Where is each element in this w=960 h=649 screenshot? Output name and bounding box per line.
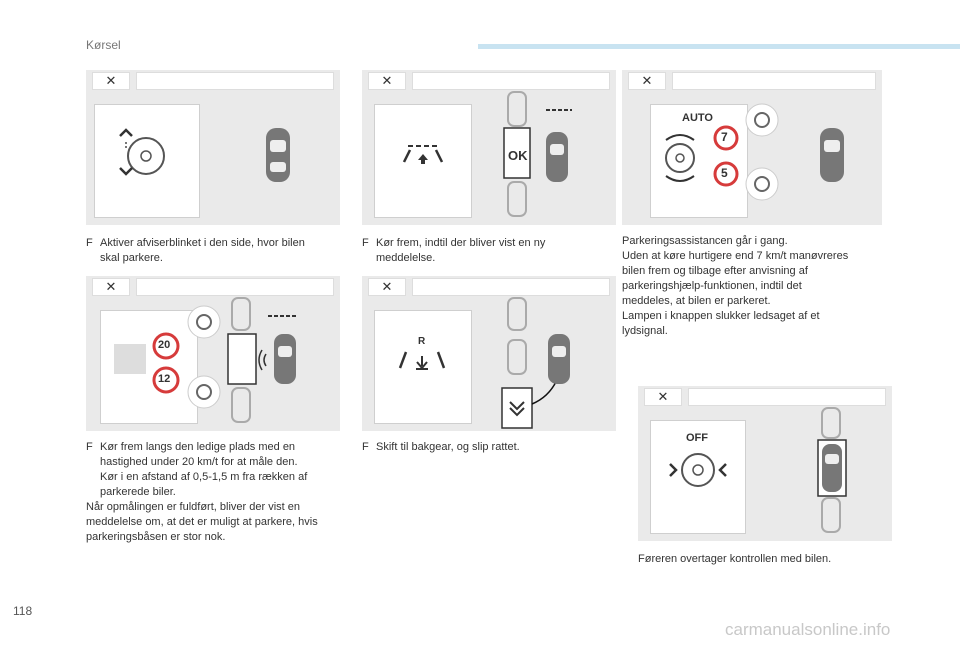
illustration-drive-forward [362, 70, 616, 225]
bullet-icon: F [86, 237, 93, 249]
caption-text: skal parkere. [100, 252, 163, 264]
auto-label: AUTO [682, 112, 713, 124]
illustration-assist-off [638, 386, 892, 541]
page-number: 118 [13, 604, 33, 618]
caption-text: Parkeringsassistancen går i gang. [622, 235, 788, 247]
ok-label: OK [508, 148, 528, 163]
bullet-icon: F [86, 441, 93, 453]
caption-text: lydsignal. [622, 325, 668, 337]
parked-cars-icon [362, 276, 616, 431]
car-icon [622, 70, 882, 225]
caption-text: hastighed under 20 km/t for at måle den. [100, 456, 298, 468]
close-icon: ✕ [368, 278, 406, 296]
car-icon [86, 70, 340, 225]
close-icon: ✕ [368, 72, 406, 90]
header-bar [478, 44, 960, 49]
caption-text: parkerede biler. [100, 486, 176, 498]
reverse-gear-label: R [418, 336, 426, 347]
parked-cars-icon [638, 386, 892, 541]
speed-limit-high: 7 [721, 130, 728, 144]
illustration-reverse [362, 276, 616, 431]
caption-text: Kør frem, indtil der bliver vist en ny [376, 237, 546, 249]
caption-text: meddeles, at bilen er parkeret. [622, 295, 771, 307]
caption-text: meddelelse om, at det er muligt at parkere, hvis [86, 516, 318, 528]
close-icon: ✕ [92, 278, 130, 296]
caption-text: Når opmålingen er fuldført, bliver der vist en [86, 501, 300, 513]
close-icon: ✕ [644, 388, 682, 406]
watermark: carmanualsonline.info [725, 620, 891, 639]
caption-text: parkeringsbåsen er stor nok. [86, 531, 226, 543]
caption-text: Uden at køre hurtigere end 7 km/t manøvreres [622, 250, 849, 262]
bullet-icon: F [362, 237, 369, 249]
speed-limit-low: 12 [158, 373, 171, 385]
illustration-activate-indicator [86, 70, 340, 225]
section-title: Kørsel [86, 38, 121, 52]
bullet-icon: F [362, 441, 369, 453]
speed-limit-low: 5 [721, 166, 728, 180]
illustration-parking-assist [622, 70, 882, 225]
caption-text: Skift til bakgear, og slip rattet. [376, 441, 520, 453]
illustration-measure-space [86, 276, 340, 431]
speed-limit-high: 20 [158, 339, 171, 351]
caption-text: Kør i en afstand af 0,5-1,5 m fra rækken af [100, 471, 308, 483]
caption-text: Føreren overtager kontrollen med bilen. [638, 553, 832, 565]
caption-text: Lampen i knappen slukker ledsaget af et [622, 310, 820, 322]
parked-cars-icon [86, 276, 340, 431]
caption-text: meddelelse. [376, 252, 436, 264]
caption-text: bilen frem og tilbage efter anvisning af [622, 265, 808, 277]
caption-text: parkeringshjælp-funktionen, indtil det [622, 280, 802, 292]
close-icon: ✕ [92, 72, 130, 90]
caption-text: Kør frem langs den ledige plads med en [100, 441, 296, 453]
close-icon: ✕ [628, 72, 666, 90]
off-label: OFF [686, 432, 708, 444]
parked-cars-icon [362, 70, 616, 225]
caption-text: Aktiver afviserblinket i den side, hvor bilen [100, 237, 305, 249]
